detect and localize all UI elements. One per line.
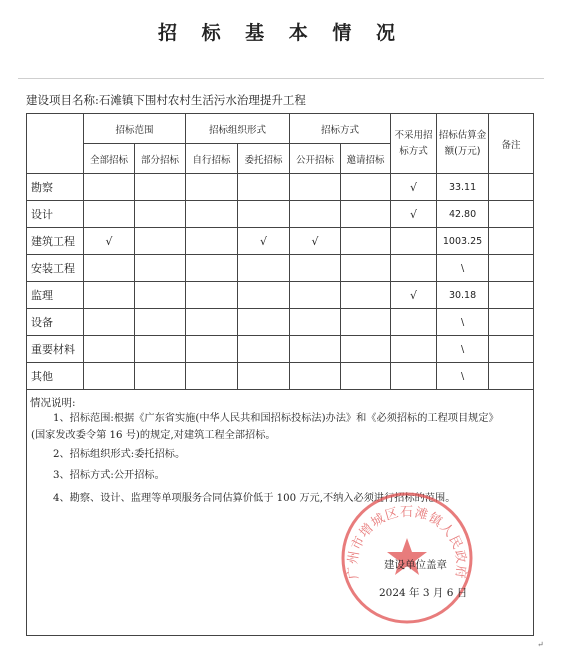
remark-cell — [489, 282, 534, 309]
mark-cell — [238, 309, 290, 336]
mark-cell — [341, 201, 391, 228]
header-scope: 招标范围 — [84, 114, 186, 144]
notes-heading: 情况说明: — [30, 397, 76, 409]
mark-cell — [84, 336, 135, 363]
mark-cell: √ — [290, 228, 341, 255]
mark-cell — [391, 255, 437, 282]
table-row — [27, 336, 534, 363]
row-label: 建筑工程 — [27, 228, 84, 255]
mark-cell — [238, 282, 290, 309]
mark-cell — [391, 336, 437, 363]
mark-cell — [135, 309, 186, 336]
mark-cell: √ — [84, 228, 135, 255]
table-row — [27, 228, 534, 255]
table-row — [27, 309, 534, 336]
mark-cell — [84, 255, 135, 282]
mark-cell — [135, 363, 186, 390]
header-no-tender: 不采用招标方式 — [391, 114, 437, 174]
mark-cell — [186, 336, 238, 363]
mark-cell — [186, 255, 238, 282]
paragraph-mark-icon: ↵ — [537, 640, 544, 649]
note-item-1-line-1: 1、招标范围:根据《广东省实施(中华人民共和国招标投标法)办法》和《必须招标的工程项目规定》 — [53, 413, 499, 424]
note-item-4: 4、勘察、设计、监理等单项服务合同估算价低于 100 万元,不纳入必须进行招标的范围。 — [53, 493, 456, 504]
header-org-self: 自行招标 — [186, 144, 238, 174]
mark-cell — [84, 309, 135, 336]
row-label: 监理 — [27, 282, 84, 309]
table-row — [27, 174, 534, 201]
remark-cell — [489, 174, 534, 201]
mark-cell: √ — [391, 174, 437, 201]
amount-cell: \ — [437, 336, 489, 363]
remark-cell — [489, 336, 534, 363]
remark-cell — [489, 363, 534, 390]
amount-cell: \ — [437, 363, 489, 390]
mark-cell — [391, 363, 437, 390]
header-org-entrust: 委托招标 — [238, 144, 290, 174]
mark-cell — [341, 255, 391, 282]
mark-cell — [84, 174, 135, 201]
header-scope-all: 全部招标 — [84, 144, 135, 174]
mark-cell: √ — [391, 282, 437, 309]
row-label: 勘察 — [27, 174, 84, 201]
mark-cell — [341, 336, 391, 363]
mark-cell — [135, 336, 186, 363]
mark-cell — [238, 363, 290, 390]
mark-cell — [135, 174, 186, 201]
mark-cell — [186, 309, 238, 336]
signature-date: 2024 年 3 月 6 日 — [379, 587, 468, 599]
header-estimate: 招标估算金额(万元) — [437, 114, 489, 174]
project-name-line — [26, 92, 306, 108]
mark-cell — [84, 201, 135, 228]
amount-cell: 1003.25 — [437, 228, 489, 255]
mark-cell — [84, 282, 135, 309]
mark-cell — [290, 336, 341, 363]
row-label: 设计 — [27, 201, 84, 228]
mark-cell — [186, 201, 238, 228]
table-row — [27, 282, 534, 309]
note-item-1-line-2: (国家发改委令第 16 号)的规定,对建筑工程全部招标。 — [31, 430, 276, 441]
remark-cell — [489, 255, 534, 282]
mark-cell — [238, 201, 290, 228]
header-method: 招标方式 — [290, 114, 391, 144]
mark-cell — [341, 363, 391, 390]
page-title: 招 标 基 本 情 况 — [157, 22, 405, 44]
header-item-blank — [27, 114, 84, 174]
mark-cell — [391, 228, 437, 255]
mark-cell — [135, 201, 186, 228]
mark-cell: √ — [238, 228, 290, 255]
amount-cell: \ — [437, 255, 489, 282]
row-label: 设备 — [27, 309, 84, 336]
row-label: 重要材料 — [27, 336, 84, 363]
header-method-open: 公开招标 — [290, 144, 341, 174]
mark-cell: √ — [391, 201, 437, 228]
title-divider — [18, 78, 544, 79]
mark-cell — [186, 228, 238, 255]
mark-cell — [290, 174, 341, 201]
amount-cell: 42.80 — [437, 201, 489, 228]
remark-cell — [489, 228, 534, 255]
project-name: 石滩镇下围村农村生活污水治理提升工程 — [98, 93, 306, 107]
header-method-invite: 邀请招标 — [341, 144, 391, 174]
mark-cell — [290, 282, 341, 309]
mark-cell — [290, 201, 341, 228]
mark-cell — [341, 174, 391, 201]
header-scope-part: 部分招标 — [135, 144, 186, 174]
amount-cell: 30.18 — [437, 282, 489, 309]
mark-cell — [391, 309, 437, 336]
mark-cell — [238, 336, 290, 363]
mark-cell — [135, 282, 186, 309]
header-org: 招标组织形式 — [186, 114, 290, 144]
header-remark: 备注 — [489, 114, 534, 174]
remark-cell — [489, 309, 534, 336]
amount-cell: \ — [437, 309, 489, 336]
mark-cell — [341, 309, 391, 336]
remark-cell — [489, 201, 534, 228]
mark-cell — [186, 174, 238, 201]
table-row — [27, 255, 534, 282]
table-row — [27, 201, 534, 228]
mark-cell — [135, 228, 186, 255]
note-item-2: 2、招标组织形式:委托招标。 — [53, 449, 186, 460]
mark-cell — [186, 363, 238, 390]
mark-cell — [238, 255, 290, 282]
row-label: 安装工程 — [27, 255, 84, 282]
project-label: 建设项目名称: — [26, 93, 99, 107]
note-item-3: 3、招标方式:公开招标。 — [53, 470, 165, 481]
mark-cell — [290, 309, 341, 336]
amount-cell: 33.11 — [437, 174, 489, 201]
row-label: 其他 — [27, 363, 84, 390]
mark-cell — [290, 255, 341, 282]
table-row — [27, 363, 534, 390]
mark-cell — [84, 363, 135, 390]
mark-cell — [290, 363, 341, 390]
mark-cell — [238, 174, 290, 201]
mark-cell — [341, 228, 391, 255]
mark-cell — [135, 255, 186, 282]
seal-ring-text: 广州市增城区石滩镇人民政府 — [345, 504, 469, 581]
mark-cell — [341, 282, 391, 309]
mark-cell — [186, 282, 238, 309]
signature-label: 建设单位盖章 — [384, 559, 447, 571]
